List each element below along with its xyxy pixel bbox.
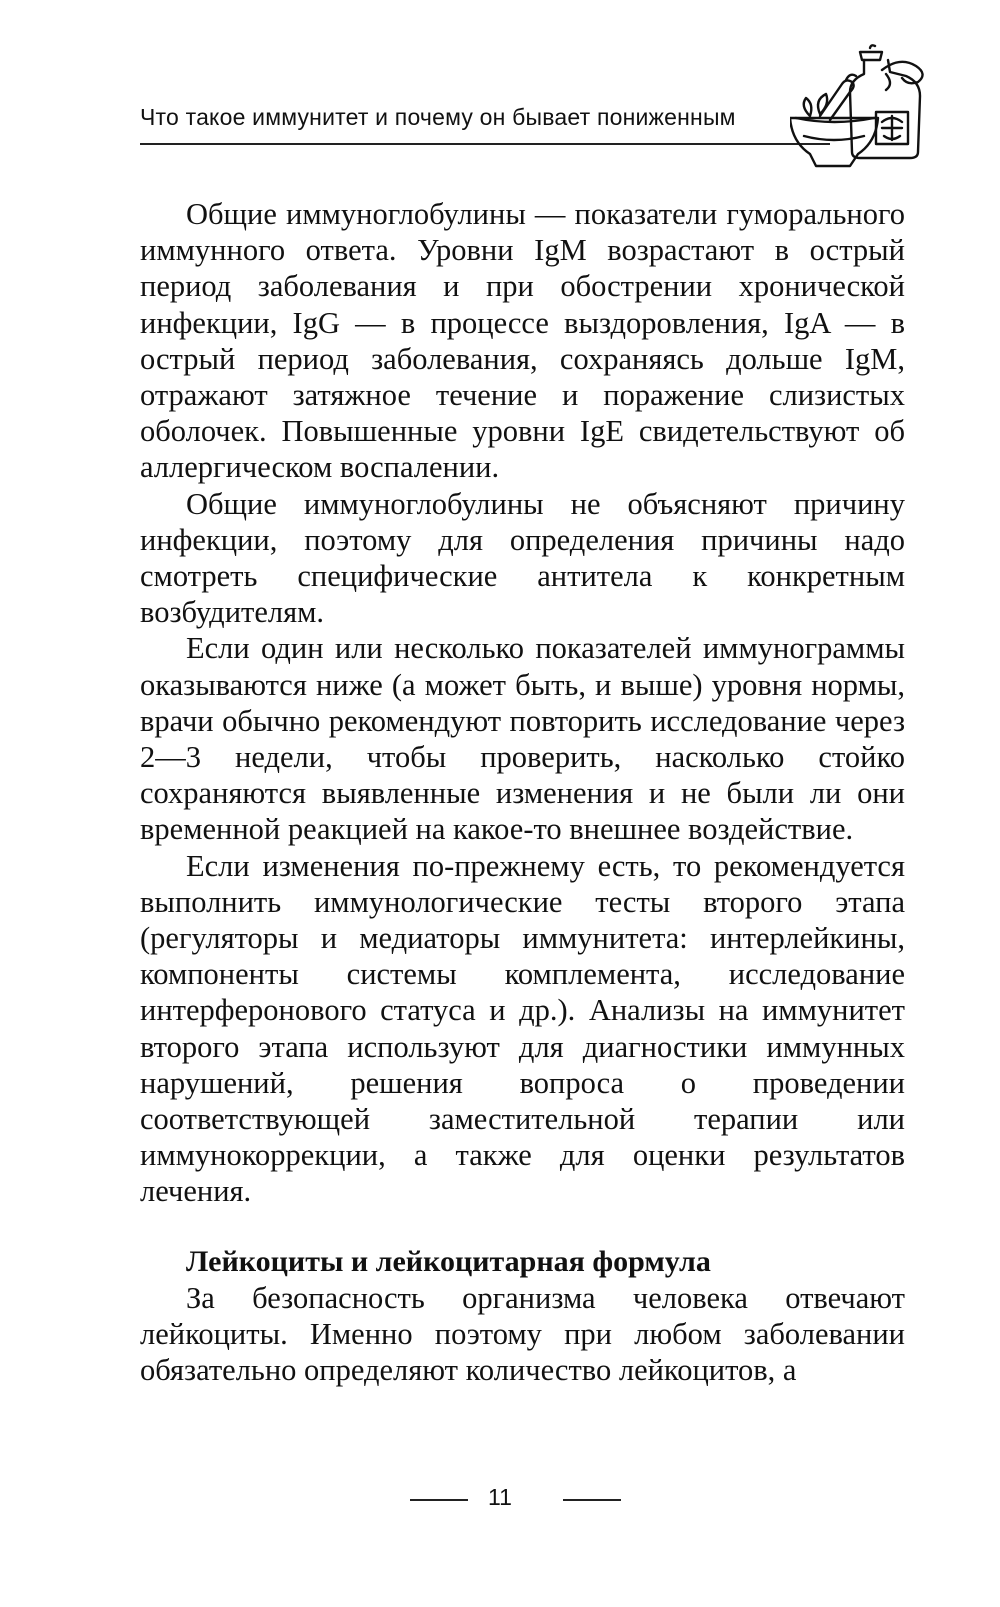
running-head: Что такое иммунитет и почему он бывает пониженным — [140, 104, 736, 130]
section-heading: Лейкоциты и лейкоцитарная формула — [186, 1244, 711, 1278]
paragraph-4: Если изменения по-прежнему есть, то рекомендуется выполнить иммунологические тесты второго этапа (регуляторы и медиаторы иммунитета: интерлейкины, компоненты системы комплемента, исследование интерферонового статуса и др.). Анализы на иммунитет второго этапа используют для диагностики иммунных нарушений, решения вопроса о проведении соответствующей заместительной терапии или иммунокоррекции, а также для оценки результатов лечения. — [140, 848, 905, 1209]
paragraph-2: Общие иммуноглобулины не объясняют причину инфекции, поэтому для определения причины надо смотреть специфические антитела к конкретным возбудителям. — [140, 486, 905, 630]
mortar-and-bottle-icon — [790, 44, 940, 174]
body-text — [140, 196, 905, 1389]
section-paragraph: За безопасность организма человека отвечают лейкоциты. Именно поэтому при любом заболевании обязательно определяют количество лейкоцитов, а — [140, 1280, 905, 1388]
header-rule — [140, 143, 830, 145]
paragraph-1: Общие иммуноглобулины — показатели гуморального иммунного ответа. Уровни IgM возрастают в острый период заболевания и при обострении хронической инфекции, IgG — в процессе выздоровления, IgA — в острый период заболевания, сохраняясь дольше IgM, отражают затяжное течение и поражение слизистых оболочек. Повышенные уровни IgE свидетельствуют об аллергическом воспалении. — [140, 197, 905, 485]
folio-dash-right — [563, 1499, 621, 1501]
page-number: 11 — [488, 1484, 512, 1510]
paragraph-3: Если один или несколько показателей иммунограммы оказываются ниже (а может быть, и выше) уровня нормы, врачи обычно рекомендуют повторить исследование через 2—3 недели, чтобы проверить, насколько стойко сохраняются выявленные изменения и не были ли они временной реакцией на какое-то внешнее воздействие. — [140, 631, 905, 847]
